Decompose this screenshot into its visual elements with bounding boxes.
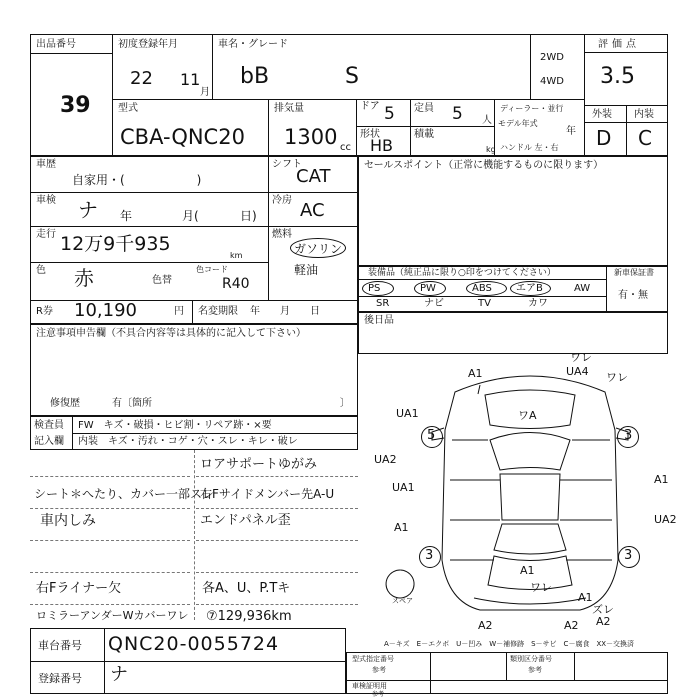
displacement-label: 排気量 <box>274 103 304 114</box>
mark-ware2: ワレ <box>606 371 628 384</box>
color-label: 色 <box>36 265 46 276</box>
equipment-circle <box>362 281 394 296</box>
color-value: 赤 <box>74 266 94 290</box>
rear-items-frame <box>358 312 668 354</box>
equipment-circle <box>510 281 551 296</box>
mark-wa: ワA <box>518 409 537 422</box>
equipment-item: AW <box>574 283 591 294</box>
mark-zure: ズレ <box>592 603 614 616</box>
car-name-label: 車名・グレード <box>218 39 288 50</box>
new-car-cert-value: 有・無 <box>618 290 648 301</box>
month-unit: 月 <box>200 87 210 98</box>
person-unit: 人 <box>482 115 492 126</box>
equipment-item: PW <box>420 283 436 294</box>
mark-a2-l: A2 <box>478 619 493 632</box>
car-rear-window <box>494 524 566 554</box>
mark-5: 5 <box>427 428 436 443</box>
fuel-label: 燃料 <box>272 229 292 240</box>
remark-4-left: 右Fライナー欠 <box>36 581 122 596</box>
equipment-item: ABS <box>472 283 492 294</box>
remark-3-right: エンドパネル歪 <box>200 513 291 528</box>
mark-a2-r2: A2 <box>596 615 611 628</box>
inspector-row-2: 内装 キズ・汚れ・コゲ・穴・スレ・キレ・破レ <box>78 436 298 447</box>
car-windshield <box>490 433 570 471</box>
displacement-value: 1300 <box>284 125 338 149</box>
dealer-label: ディーラー・並行 <box>500 104 564 113</box>
remark-2-left: シート＊へたり、カバー一部スレ <box>34 487 215 501</box>
footer-frame <box>346 652 668 694</box>
remark-5-right: ⑦129,936km <box>206 609 292 624</box>
mark-ua1-l: UA1 <box>396 407 419 420</box>
sales-points-frame <box>358 156 668 266</box>
equipment-item: エアB <box>516 283 543 294</box>
shift-label: シフト <box>272 159 302 170</box>
mark-3-tr: 3 <box>624 428 633 443</box>
car-roof <box>500 474 560 520</box>
interior-value: C <box>638 126 652 150</box>
class-ref: 参考 <box>528 666 542 674</box>
reg-label: 登録番号 <box>38 672 82 685</box>
interior-label: 内装 <box>634 109 654 120</box>
car-name: bB <box>240 64 270 89</box>
remark-3-left: 車内しみ <box>40 513 96 529</box>
new-car-cert-label: 新車保証書 <box>614 268 654 277</box>
history-value: 自家用・( ) <box>72 173 202 187</box>
mark-3-br: 3 <box>624 548 633 563</box>
drive-4wd: 4WD <box>540 76 564 87</box>
remark-5-left: ロミラーアンダーWカバーワレ <box>36 609 189 622</box>
equipment-item: SR <box>376 298 390 309</box>
capacity-value: 5 <box>452 104 463 124</box>
year-word: 年 <box>120 209 133 223</box>
doors-value: 5 <box>384 104 395 124</box>
doors-label: ドア <box>360 101 380 112</box>
cc-unit: cc <box>340 142 351 153</box>
mark-ua1-l2: UA1 <box>392 481 415 494</box>
model-label: 型式 <box>118 103 138 114</box>
shift-value: CAT <box>296 166 331 187</box>
mark-a1-b2: A1 <box>578 591 593 604</box>
equipment-item: カワ <box>528 298 548 309</box>
capacity-label: 定員 <box>414 103 434 114</box>
remark-1-right: ロアサポートゆがみ <box>200 457 318 472</box>
notes-label: 注意事項申告欄（不具合内容等は具体的に記入して下さい） <box>36 328 306 339</box>
mark-3-bl: 3 <box>425 548 434 563</box>
reg-value: ナ <box>110 664 128 685</box>
score-label: 評価点 <box>598 39 640 50</box>
mark-a1-l: A1 <box>394 521 409 534</box>
damage-legend: A－キズ E－エクボ U－凹み W－補修跡 S－サビ C－腐食 XX－交換済 <box>384 640 635 648</box>
shape-label: 形状 <box>360 129 380 140</box>
inspection-label: 車検 <box>36 195 56 206</box>
remark-4-right: 各A、U、P.Tキ <box>202 581 291 596</box>
inspection-value: ナ <box>78 198 98 222</box>
sales-points-label: セールスポイント（正常に機能するものに限ります） <box>364 160 604 171</box>
fuel-gas-circle <box>290 238 346 258</box>
expiry-label: 名変期限 <box>198 306 238 317</box>
handle-label: ハンドル 左・右 <box>500 143 559 152</box>
score-value: 3.5 <box>600 64 635 89</box>
exterior-value: D <box>596 126 612 150</box>
lot-label: 出品番号 <box>36 39 76 50</box>
inspector-label-1: 検査員 <box>34 420 64 431</box>
grade: S <box>345 64 359 89</box>
first-reg-label: 初度登録年月 <box>118 39 178 50</box>
mark-a1-b: A1 <box>520 564 535 577</box>
mark-a2-r: A2 <box>564 619 579 632</box>
color-code-value: R40 <box>222 276 250 292</box>
spare-tire <box>386 570 414 598</box>
repair-close: 〕 <box>340 398 350 409</box>
mileage-value: 12万9千935 <box>60 233 171 255</box>
rear-items-label: 後日品 <box>364 315 394 326</box>
mark-a1-r: A1 <box>654 473 669 486</box>
first-reg-month: 11 <box>180 70 201 89</box>
mark-a1-top: A1 <box>468 367 483 380</box>
fuel-gas: ガソリン <box>294 242 343 256</box>
year-unit: 年 <box>566 126 576 137</box>
exterior-label: 外装 <box>592 109 612 120</box>
ac-label: 冷房 <box>272 195 292 206</box>
equipment-item: PS <box>368 283 381 294</box>
equipment-circle <box>466 281 507 296</box>
day-word: 日) <box>240 209 257 223</box>
equipment-item: ナビ <box>424 298 444 309</box>
mileage-label: 走行 <box>36 229 56 240</box>
first-reg-year: 22 <box>130 68 153 89</box>
spare-label: スペア <box>392 597 413 605</box>
mark-ua2-r: UA2 <box>654 513 677 526</box>
repair-label: 修復歴 <box>50 398 80 409</box>
expiry-value: 年 月 日 <box>250 306 320 317</box>
mark-ua4: UA4 <box>566 365 589 378</box>
mark-ware3: ワレ <box>530 581 552 594</box>
yen-unit: 円 <box>174 306 184 317</box>
model-year-label: モデル年式 <box>498 119 538 128</box>
model-spec-label: 型式指定番号 <box>352 655 394 663</box>
mark-ware: ワレ <box>570 351 592 364</box>
drive-2wd: 2WD <box>540 52 564 63</box>
cert-label: 車検証明用 <box>352 682 387 690</box>
equipment-circle <box>414 281 446 296</box>
class-label: 類別区分番号 <box>510 655 552 663</box>
kg-unit: kg <box>486 145 496 154</box>
equipment-item: TV <box>478 298 491 309</box>
equipment-label: 装備品（純正品に限り○印をつけてください） <box>368 268 556 278</box>
mark-ua2-l: UA2 <box>374 453 397 466</box>
chassis-value: QNC20-0055724 <box>108 633 280 655</box>
remark-2-right: 右Fサイドメンバー先A-U <box>200 487 335 501</box>
cert-ref: 参考 <box>372 691 385 698</box>
repair-value: 有〔箇所 <box>112 398 152 409</box>
lot-number: 39 <box>60 93 91 118</box>
fuel-diesel: 軽油 <box>294 263 319 277</box>
inspector-row-1: FW キズ・破損・ヒビ割・リペア跡・×要 <box>78 420 272 431</box>
month-word: 月( <box>182 209 199 223</box>
model-spec-ref: 参考 <box>372 666 386 674</box>
inspector-label-2: 記入欄 <box>34 436 64 447</box>
recycle-value: 10,190 <box>74 300 137 321</box>
recycle-label: R券 <box>36 306 53 317</box>
ac-value: AC <box>300 200 325 221</box>
load-label: 積載 <box>414 129 434 140</box>
km-unit: km <box>230 251 243 260</box>
history-label: 車歴 <box>36 159 56 170</box>
color-change-label: 色替 <box>152 275 172 286</box>
chassis-label: 車台番号 <box>38 639 82 652</box>
model-value: CBA-QNC20 <box>120 125 245 149</box>
color-code-label: 色コード <box>196 265 228 274</box>
shape-value: HB <box>370 136 394 155</box>
